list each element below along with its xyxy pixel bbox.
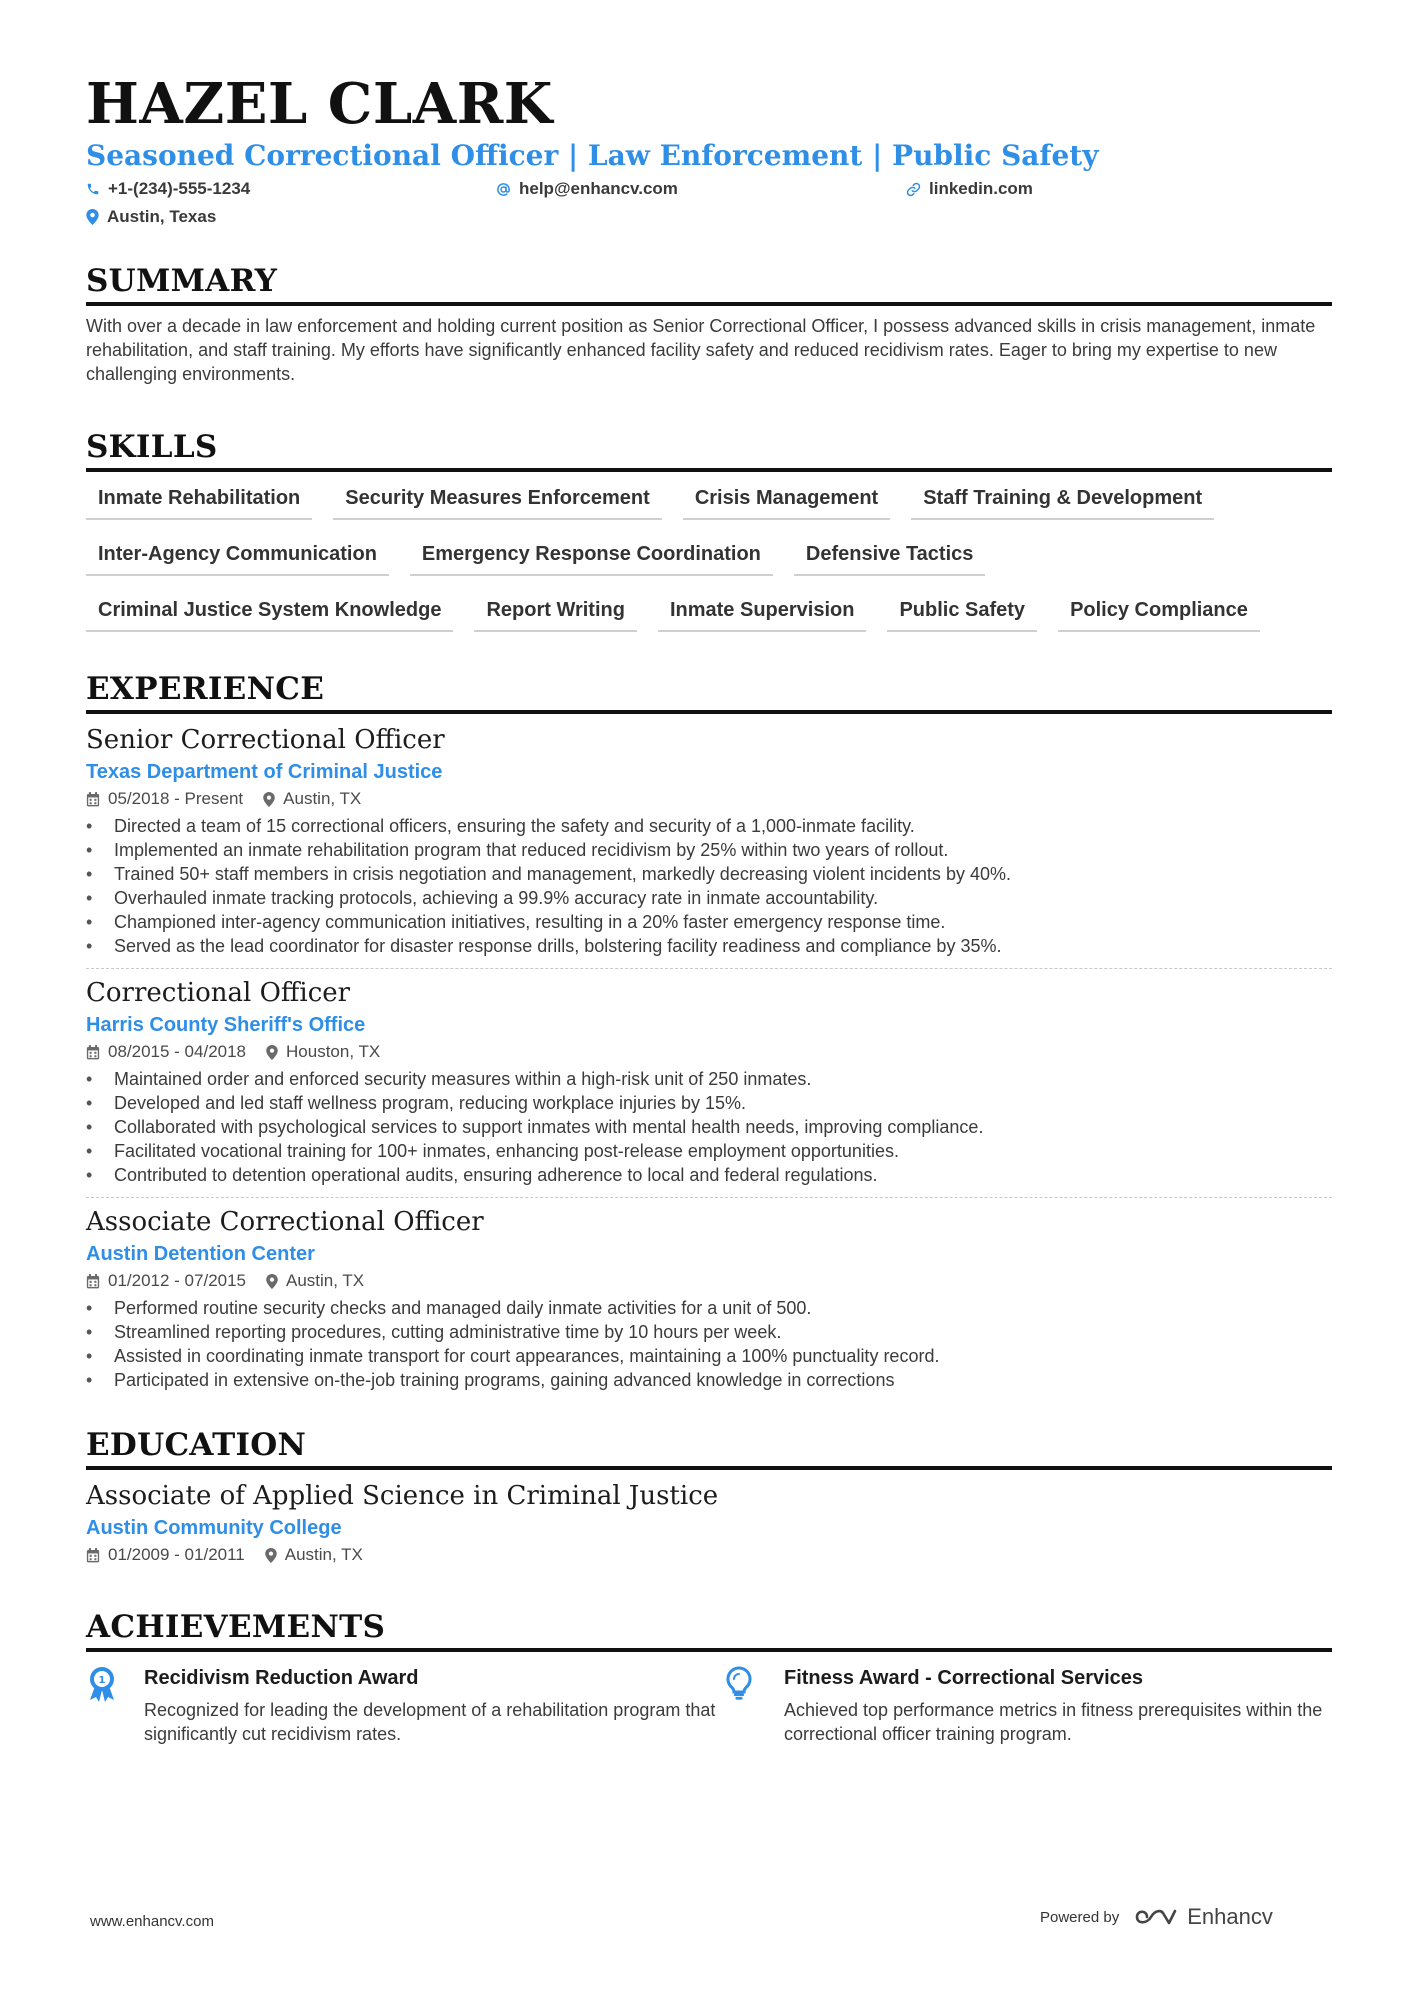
bullet-item: • Developed and led staff wellness program, reducing workplace injuries by 15%.	[86, 1091, 1332, 1115]
phone-text: +1-(234)-555-1234	[108, 179, 251, 198]
bullet-item: • Facilitated vocational training for 100+ inmates, enhancing post-release employment opportunities.	[86, 1139, 1332, 1163]
job-dates-text: 01/2012 - 07/2015	[108, 1271, 247, 1290]
achievement-description: Achieved top performance metrics in fitness prerequisites within the correctional officer training program.	[784, 1700, 1323, 1744]
school-name: Austin Community College	[86, 1517, 342, 1539]
bullet-item: • Participated in extensive on-the-job training programs, gaining advanced knowledge in corrections	[86, 1368, 1332, 1392]
job-bullets	[86, 1296, 1332, 1392]
calendar-icon	[86, 792, 100, 807]
resume-header	[86, 72, 1332, 228]
calendar-icon	[86, 1548, 100, 1563]
contact-location	[86, 206, 496, 228]
bullet-item: • Collaborated with psychological services to support inmates with mental health needs, improving compliance.	[86, 1115, 1332, 1139]
skill-tag: Report Writing	[474, 594, 637, 632]
education-title: EDUCATION	[86, 1426, 1332, 1470]
candidate-name: HAZEL CLARK	[86, 71, 553, 137]
job-location	[263, 786, 361, 812]
calendar-icon	[86, 1045, 100, 1060]
job-location	[266, 1039, 380, 1065]
skill-tag: Staff Training & Development	[911, 482, 1214, 520]
job-meta	[86, 1268, 1332, 1294]
award-ribbon-icon	[86, 1666, 118, 1702]
footer-powered-by	[1040, 1904, 1273, 1930]
skills-section	[86, 428, 1332, 632]
email-text: help@enhancv.com	[519, 179, 678, 198]
job-entry	[86, 714, 1332, 958]
education-section	[86, 1426, 1332, 1568]
contact-info	[86, 178, 1332, 228]
education-entry	[86, 1470, 1332, 1568]
enhancv-logo-icon	[1133, 1905, 1179, 1929]
achievement-description: Recognized for leading the development of a rehabilitation program that significantly cut recidivism rates.	[144, 1700, 716, 1744]
skill-tag: Inmate Supervision	[658, 594, 867, 632]
location-text: Austin, Texas	[107, 207, 217, 226]
contact-phone[interactable]	[86, 178, 496, 200]
lightbulb-icon	[726, 1666, 752, 1700]
achievements-list	[86, 1664, 1332, 1746]
job-dates-text: 05/2018 - Present	[108, 789, 244, 808]
enhancv-logo[interactable]	[1133, 1904, 1273, 1930]
location-pin-icon	[86, 209, 99, 225]
experience-section	[86, 670, 1332, 1392]
bullet-item: • Maintained order and enforced security measures within a high-risk unit of 250 inmates.	[86, 1067, 1332, 1091]
job-title: Correctional Officer	[86, 978, 351, 1008]
location-pin-icon	[265, 1548, 277, 1563]
skills-list	[86, 482, 1332, 632]
bullet-item: • Directed a team of 15 correctional officers, ensuring the safety and security of a 1,000-inmate facility.	[86, 814, 1332, 838]
job-location	[266, 1268, 364, 1294]
job-location-text: Houston, TX	[286, 1042, 381, 1061]
job-meta	[86, 786, 1332, 812]
location-pin-icon	[266, 1045, 278, 1060]
location-pin-icon	[263, 792, 275, 807]
skill-tag: Security Measures Enforcement	[333, 482, 662, 520]
education-location	[265, 1542, 363, 1568]
skill-tag: Inmate Rehabilitation	[86, 482, 312, 520]
location-pin-icon	[266, 1274, 278, 1289]
bullet-item: • Contributed to detention operational audits, ensuring adherence to local and federal regulations.	[86, 1163, 1332, 1187]
achievement-title: Recidivism Reduction Award	[144, 1667, 419, 1689]
job-title: Senior Correctional Officer	[86, 725, 445, 755]
bullet-item: • Served as the lead coordinator for disaster response drills, bolstering facility readiness and compliance by 35%.	[86, 934, 1332, 958]
job-entry	[86, 968, 1332, 1187]
achievements-section	[86, 1608, 1332, 1746]
education-location-text: Austin, TX	[284, 1545, 363, 1564]
skill-tag: Defensive Tactics	[794, 538, 986, 576]
job-bullets	[86, 814, 1332, 958]
degree-title: Associate of Applied Science in Criminal Justice	[86, 1481, 719, 1511]
calendar-icon	[86, 1274, 100, 1289]
candidate-headline: Seasoned Correctional Officer | Law Enforcement | Public Safety	[86, 139, 1099, 172]
job-title: Associate Correctional Officer	[86, 1207, 484, 1237]
enhancv-logo-text: Enhancv	[1187, 1904, 1273, 1929]
summary-text: With over a decade in law enforcement and holding current position as Senior Correctional Officer, I possess advanced skills in crisis management, inmate rehabilitation, and staff training. My efforts have significantly enhanced facility safety and reduced recidivism rates. Eager to bring my expertise to new challenging environments.	[86, 316, 1316, 384]
bullet-item: • Performed routine security checks and managed daily inmate activities for a unit of 500.	[86, 1296, 1332, 1320]
bullet-item: • Streamlined reporting procedures, cutting administrative time by 10 hours per week.	[86, 1320, 1332, 1344]
bullet-item: • Overhauled inmate tracking protocols, achieving a 99.9% accuracy rate in inmate accountability.	[86, 886, 1332, 910]
contact-email[interactable]	[496, 178, 906, 200]
svg-text:1: 1	[98, 1675, 106, 1686]
education-dates-text: 01/2009 - 01/2011	[108, 1545, 245, 1564]
achievement-icon	[726, 1664, 764, 1746]
skill-tag: Criminal Justice System Knowledge	[86, 594, 453, 632]
contact-linkedin[interactable]	[906, 178, 1316, 200]
bullet-item: • Implemented an inmate rehabilitation program that reduced recidivism by 25% within two years of rollout.	[86, 838, 1332, 862]
achievement-item	[726, 1664, 1332, 1746]
job-entry	[86, 1197, 1332, 1392]
job-dates	[86, 1268, 246, 1294]
achievement-icon	[86, 1664, 124, 1746]
skill-tag: Inter-Agency Communication	[86, 538, 389, 576]
at-sign-icon	[496, 182, 511, 197]
job-dates	[86, 786, 243, 812]
achievements-title: ACHIEVEMENTS	[86, 1608, 1332, 1652]
resume-page	[86, 72, 1332, 1746]
link-icon	[906, 182, 921, 197]
skills-title: SKILLS	[86, 428, 1332, 472]
company-name: Harris County Sheriff's Office	[86, 1014, 366, 1036]
skill-tag: Crisis Management	[683, 482, 890, 520]
achievement-item	[86, 1664, 726, 1746]
achievement-title: Fitness Award - Correctional Services	[784, 1667, 1144, 1689]
summary-section	[86, 262, 1332, 386]
linkedin-text: linkedin.com	[929, 179, 1033, 198]
bullet-item: • Championed inter-agency communication initiatives, resulting in a 20% faster emergency response time.	[86, 910, 1332, 934]
skill-tag: Public Safety	[887, 594, 1037, 632]
job-location-text: Austin, TX	[283, 789, 362, 808]
job-dates-text: 08/2015 - 04/2018	[108, 1042, 247, 1061]
job-bullets	[86, 1067, 1332, 1187]
job-location-text: Austin, TX	[286, 1271, 365, 1290]
powered-by-label: Powered by	[1040, 1908, 1120, 1926]
summary-title: SUMMARY	[86, 262, 1332, 306]
education-meta	[86, 1542, 1332, 1568]
bullet-item: • Trained 50+ staff members in crisis negotiation and management, markedly decreasing violent incidents by 40%.	[86, 862, 1332, 886]
phone-icon	[86, 182, 100, 196]
company-name: Texas Department of Criminal Justice	[86, 761, 443, 783]
footer-website[interactable]: www.enhancv.com	[90, 1913, 214, 1930]
experience-title: EXPERIENCE	[86, 670, 1332, 714]
education-dates	[86, 1542, 245, 1568]
skill-tag: Policy Compliance	[1058, 594, 1260, 632]
bullet-item: • Assisted in coordinating inmate transport for court appearances, maintaining a 100% punctuality record.	[86, 1344, 1332, 1368]
job-meta	[86, 1039, 1332, 1065]
job-dates	[86, 1039, 246, 1065]
skill-tag: Emergency Response Coordination	[410, 538, 773, 576]
company-name: Austin Detention Center	[86, 1243, 315, 1265]
